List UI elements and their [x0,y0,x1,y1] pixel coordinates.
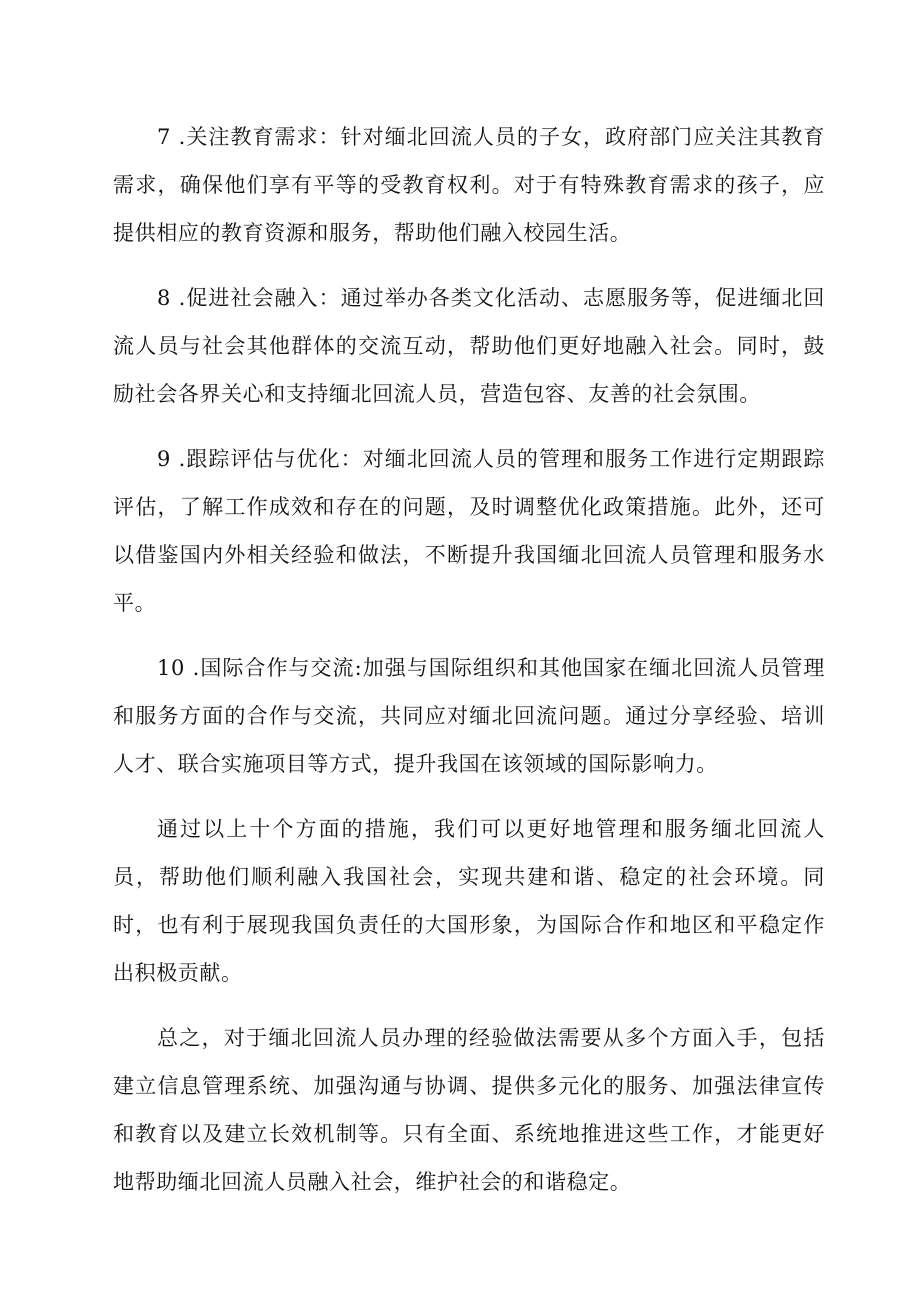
paragraph-international-cooperation: 10 .国际合作与交流:加强与国际组织和其他国家在缅北回流人员管理和服务方面的合作与交流，共同应对缅北回流问题。通过分享经验、培训人才、联合实施项目等方式，提升我国在该领域的国际影响力。 [113,656,825,776]
document-body [113,113,825,1223]
paragraph-conclusion: 总之，对于缅北回流人员办理的经验做法需要从多个方面入手，包括建立信息管理系统、加强沟通与协调、提供多元化的服务、加强法律宣传和教育以及建立长效机制等。只有全面、系统地推进这些工作，才能更好地帮助缅北回流人员融入社会，维护社会的和谐稳定。 [113,1026,825,1194]
paragraph-tracking-evaluation: 9 .跟踪评估与优化：对缅北回流人员的管理和服务工作进行定期跟踪评估，了解工作成效和存在的问题，及时调整优化政策措施。此外，还可以借鉴国内外相关经验和做法，不断提升我国缅北回流人员管理和服务水平。 [113,447,825,615]
paragraph-summary-measures: 通过以上十个方面的措施，我们可以更好地管理和服务缅北回流人员，帮助他们顺利融入我国社会，实现共建和谐、稳定的社会环境。同时，也有利于展现我国负责任的大国形象，为国际合作和地区和平稳定作出积极贡献。 [113,817,825,985]
paragraph-education-needs: 7 .关注教育需求：针对缅北回流人员的子女，政府部门应关注其教育需求，确保他们享有平等的受教育权利。对于有特殊教育需求的孩子，应提供相应的教育资源和服务，帮助他们融入校园生活。 [113,125,825,245]
paragraph-social-integration: 8 .促进社会融入：通过举办各类文化活动、志愿服务等，促进缅北回流人员与社会其他群体的交流互动，帮助他们更好地融入社会。同时，鼓励社会各界关心和支持缅北回流人员，营造包容、友善的社会氛围。 [113,286,825,406]
